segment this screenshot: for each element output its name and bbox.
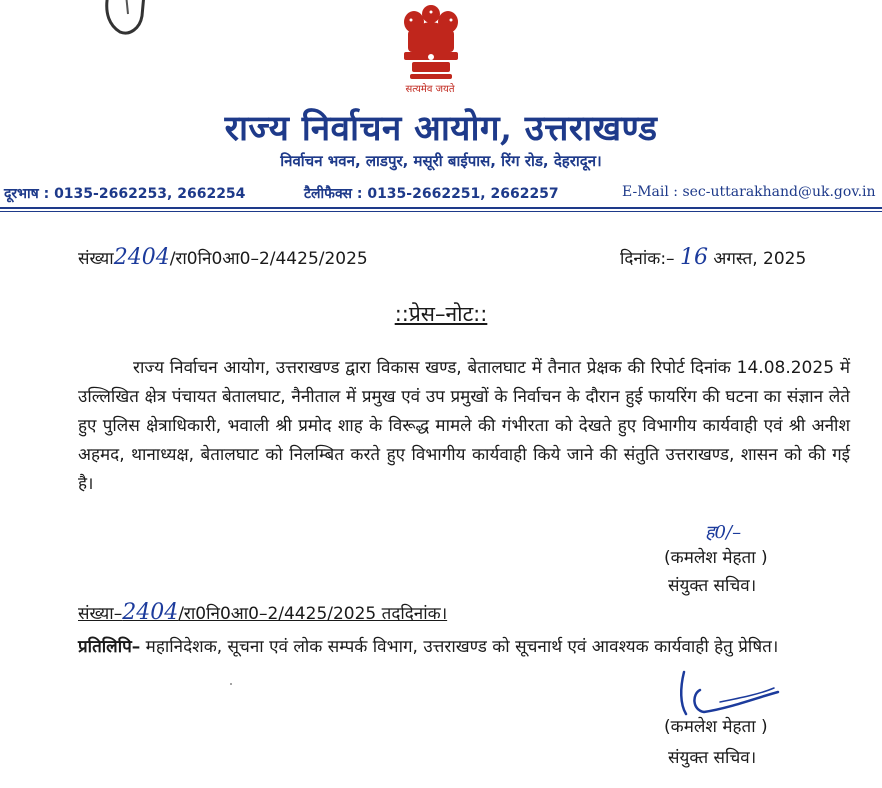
contact-row <box>0 184 882 204</box>
signatory-designation: संयुक्त सचिव। <box>668 576 757 596</box>
signature-initial: ह0/– <box>705 522 742 543</box>
copy-recipient-text: महानिदेशक, सूचना एवं लोक सम्पर्क विभाग, उत्तराखण्ड को सूचनार्थ एवं आवश्यक कार्यवाही हेतु प्रेषित। <box>140 637 779 657</box>
header-divider <box>0 207 882 209</box>
copy-reference-handwritten-number: 2404 <box>122 600 179 625</box>
email-address[interactable]: E-Mail : sec-uttarakhand@uk.gov.in <box>622 184 876 200</box>
letter-date <box>620 245 806 270</box>
reference-prefix: संख्या <box>78 249 114 269</box>
date-month-year: अगस्त, 2025 <box>713 249 807 269</box>
signatory-designation-copy: संयुक्त सचिव। <box>668 748 757 768</box>
organization-address: निर्वाचन भवन, लाडपुर, मसूरी बाईपास, रिंग रोड, देहरादून। <box>280 152 602 170</box>
organization-title: राज्य निर्वाचन आयोग, उत्तराखण्ड <box>224 108 658 149</box>
scan-speck <box>230 683 232 685</box>
press-note-heading: ::प्रेस–नोट:: <box>394 302 488 326</box>
reference-handwritten-number: 2404 <box>113 245 170 270</box>
date-prefix: दिनांक:– <box>620 249 675 269</box>
copy-distribution <box>78 633 850 662</box>
copy-reference-prefix: संख्या– <box>78 604 123 624</box>
phone-numbers: दूरभाष : 0135-2662253, 2662254 <box>4 186 246 202</box>
state-emblem-icon <box>388 2 474 82</box>
press-note-body: राज्य निर्वाचन आयोग, उत्तराखण्ड द्वारा विकास खण्ड, बेतालघाट में तैनात प्रेक्षक की रिपोर्ट दिनांक 14.08.2025 में उल्लिखित क्षेत्र पंचायत बेतालघाट, नैनीताल में प्रमुख एवं उप प्रमुखों के निर्वाचन के दौरान हुई फायरिंग की घटना का संज्ञान लेते हुए पुलिस क्षेत्राधिकारी, भवाली श्री प्रमोद शाह के विरूद्ध मामले की गंभीरता को देखते हुए विभागीय कार्यवाही एवं श्री अनीश अहमद, थानाध्यक्ष, बेतालघाट को निलम्बित करते हुए विभागीय कार्यवाही किये जाने की संतुति उत्तराखण्ड, शासन को की गई है। <box>78 358 850 494</box>
copy-reference-suffix: /रा0नि0आ0–2/4425/2025 तददिनांक। <box>178 604 448 624</box>
telefax-numbers: टैलीफैक्स : 0135-2662251, 2662257 <box>304 186 559 202</box>
staple-clip-mark <box>96 0 148 42</box>
date-handwritten-day: 16 <box>679 245 708 270</box>
copy-reference-number <box>78 600 447 625</box>
emblem-motto: सत्यमेव जयते <box>405 84 455 95</box>
reference-suffix: /रा0नि0आ0–2/4425/2025 <box>169 249 368 269</box>
signatory-name: (कमलेश मेहता ) <box>664 548 768 568</box>
signatory-name-copy: (कमलेश मेहता ) <box>664 717 768 737</box>
reference-number <box>78 245 368 270</box>
header-divider-thin <box>0 211 882 212</box>
copy-label: प्रतिलिपि– <box>78 637 141 657</box>
